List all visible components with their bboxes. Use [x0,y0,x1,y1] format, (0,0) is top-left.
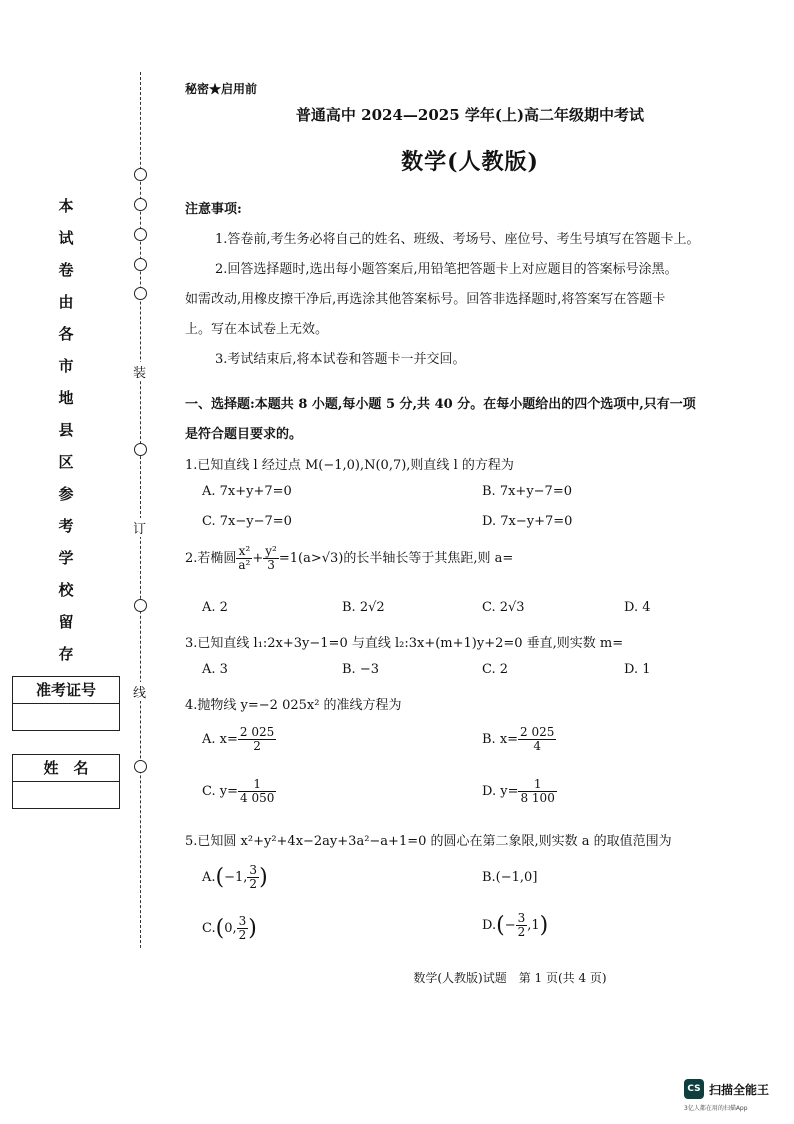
q2-option-a[interactable]: A. 2 [202,600,228,615]
binding-char: 各 [58,325,74,343]
exam-id-label: 准考证号 [13,677,119,704]
q4-option-b[interactable]: B. x= $\frac{2 025}{4}$ [482,725,555,753]
binding-char: 本 [58,197,74,215]
exam-id-box[interactable] [12,676,120,731]
binding-hole [134,228,147,241]
binding-char: 学 [58,549,74,567]
binding-label-xian: 线 [133,682,146,701]
q3-option-b[interactable]: B. −3 [342,662,379,677]
section-heading: 一、选择题:本题共 8 小题,每小题 5 分,共 40 分。在每小题给出的四个选项中,只有一项 [185,397,696,412]
watermark-name: 扫描全能王 [709,1083,770,1097]
binding-char: 卷 [58,261,74,279]
question-1-stem: 1.已知直线 l 经过点 M(−1,0),N(0,7),则直线 l 的方程为 [185,458,514,473]
binding-label-zhuang: 装 [133,362,146,381]
binding-char: 市 [58,357,74,375]
q4-option-c[interactable]: C. y= $\frac{1}{4 050}$ [202,777,275,805]
q5-option-c[interactable]: C.(0, $\frac{3}{2}$ ) [202,914,257,942]
q2-option-d[interactable]: D. 4 [624,600,651,615]
binding-char: 存 [58,645,74,663]
binding-char: 试 [58,229,74,247]
binding-hole [134,287,147,300]
q3-option-c[interactable]: C. 2 [482,662,509,677]
binding-hole [134,258,147,271]
notice-item-2-end: 上。写在本试卷上无效。 [185,322,329,337]
subject-title: 数学(人教版) [401,149,539,175]
question-4-stem: 4.抛物线 y=−2 025x² 的准线方程为 [185,698,402,713]
q1-option-a[interactable]: A. 7x+y+7=0 [202,484,292,499]
notice-item-1: 1.答卷前,考生务必将自己的姓名、班级、考场号、座位号、考生号填写在答题卡上。 [215,232,700,247]
exam-title: 普通高中 2024—2025 学年(上)高二年级期中考试 [295,106,645,124]
watermark-tagline: 3亿人都在用的扫描App [684,1105,748,1112]
q1-option-b[interactable]: B. 7x+y−7=0 [482,484,572,499]
q2-rest: =1(a>√3)的长半轴长等于其焦距,则 a= [278,551,514,566]
page-footer: 数学(人教版)试题 第 1 页(共 4 页) [413,971,607,985]
name-field[interactable] [13,782,119,808]
q2-prefix: 2.若椭圆 [185,551,237,566]
binding-hole [134,443,147,456]
notice-heading: 注意事项: [185,202,242,217]
binding-char: 县 [58,421,74,439]
q3-option-d[interactable]: D. 1 [624,662,651,677]
notice-item-2: 2.回答选择题时,选出每小题答案后,用铅笔把答题卡上对应题目的答案标号涂黑。 [215,262,678,277]
exam-id-field[interactable] [13,704,119,730]
binding-hole [134,760,147,773]
binding-char: 留 [58,613,74,631]
scanner-watermark [684,1079,784,1119]
question-2-stem [185,545,513,572]
binding-char: 地 [58,389,74,407]
q3-option-a[interactable]: A. 3 [202,662,228,677]
section-heading-cont: 是符合题目要求的。 [185,427,303,442]
binding-char: 参 [58,485,74,503]
binding-char: 由 [58,293,74,311]
binding-hole [134,198,147,211]
binding-char: 校 [58,581,74,599]
binding-label-ding: 订 [133,518,146,537]
q2-fraction-x: $\frac{\text{x²}}{\text{a²}}$ [238,544,251,572]
q4-option-d[interactable]: D. y= $\frac{1}{8 100}$ [482,777,555,805]
binding-char: 考 [58,517,74,535]
q2-option-b[interactable]: B. 2√2 [342,600,385,615]
notice-item-3: 3.考试结束后,将本试卷和答题卡一并交回。 [215,352,466,367]
q4-option-a[interactable]: A. x= $\frac{2 025}{2}$ [202,725,275,753]
confidential-mark: 秘密★启用前 [185,82,258,96]
q2-plus: + [252,551,264,566]
q5-option-a[interactable]: A.(−1, $\frac{3}{2}$ ) [202,863,268,891]
q5-option-d[interactable]: D.(− $\frac{3}{2}$ ,1) [482,911,549,939]
notice-item-2-cont: 如需改动,用橡皮擦干净后,再选涂其他答案标号。回答非选择题时,将答案写在答题卡 [185,292,666,307]
q1-option-d[interactable]: D. 7x−y+7=0 [482,514,573,529]
question-5-stem: 5.已知圆 x²+y²+4x−2ay+3a²−a+1=0 的圆心在第二象限,则实数 a 的取值范围为 [185,834,672,849]
q2-fraction-y: $\frac{\text{y²}}{3}$ [265,544,277,572]
name-box[interactable] [12,754,120,809]
camscanner-logo-icon: CS [684,1079,704,1099]
name-label: 姓 名 [13,755,119,782]
q2-option-c[interactable]: C. 2√3 [482,600,525,615]
question-3-stem: 3.已知直线 l₁:2x+3y−1=0 与直线 l₂:3x+(m+1)y+2=0 垂直,则实数 m= [185,636,624,651]
q1-option-c[interactable]: C. 7x−y−7=0 [202,514,292,529]
binding-hole [134,599,147,612]
q5-option-b[interactable]: B.(−1,0] [482,870,538,885]
binding-char: 区 [58,453,74,471]
